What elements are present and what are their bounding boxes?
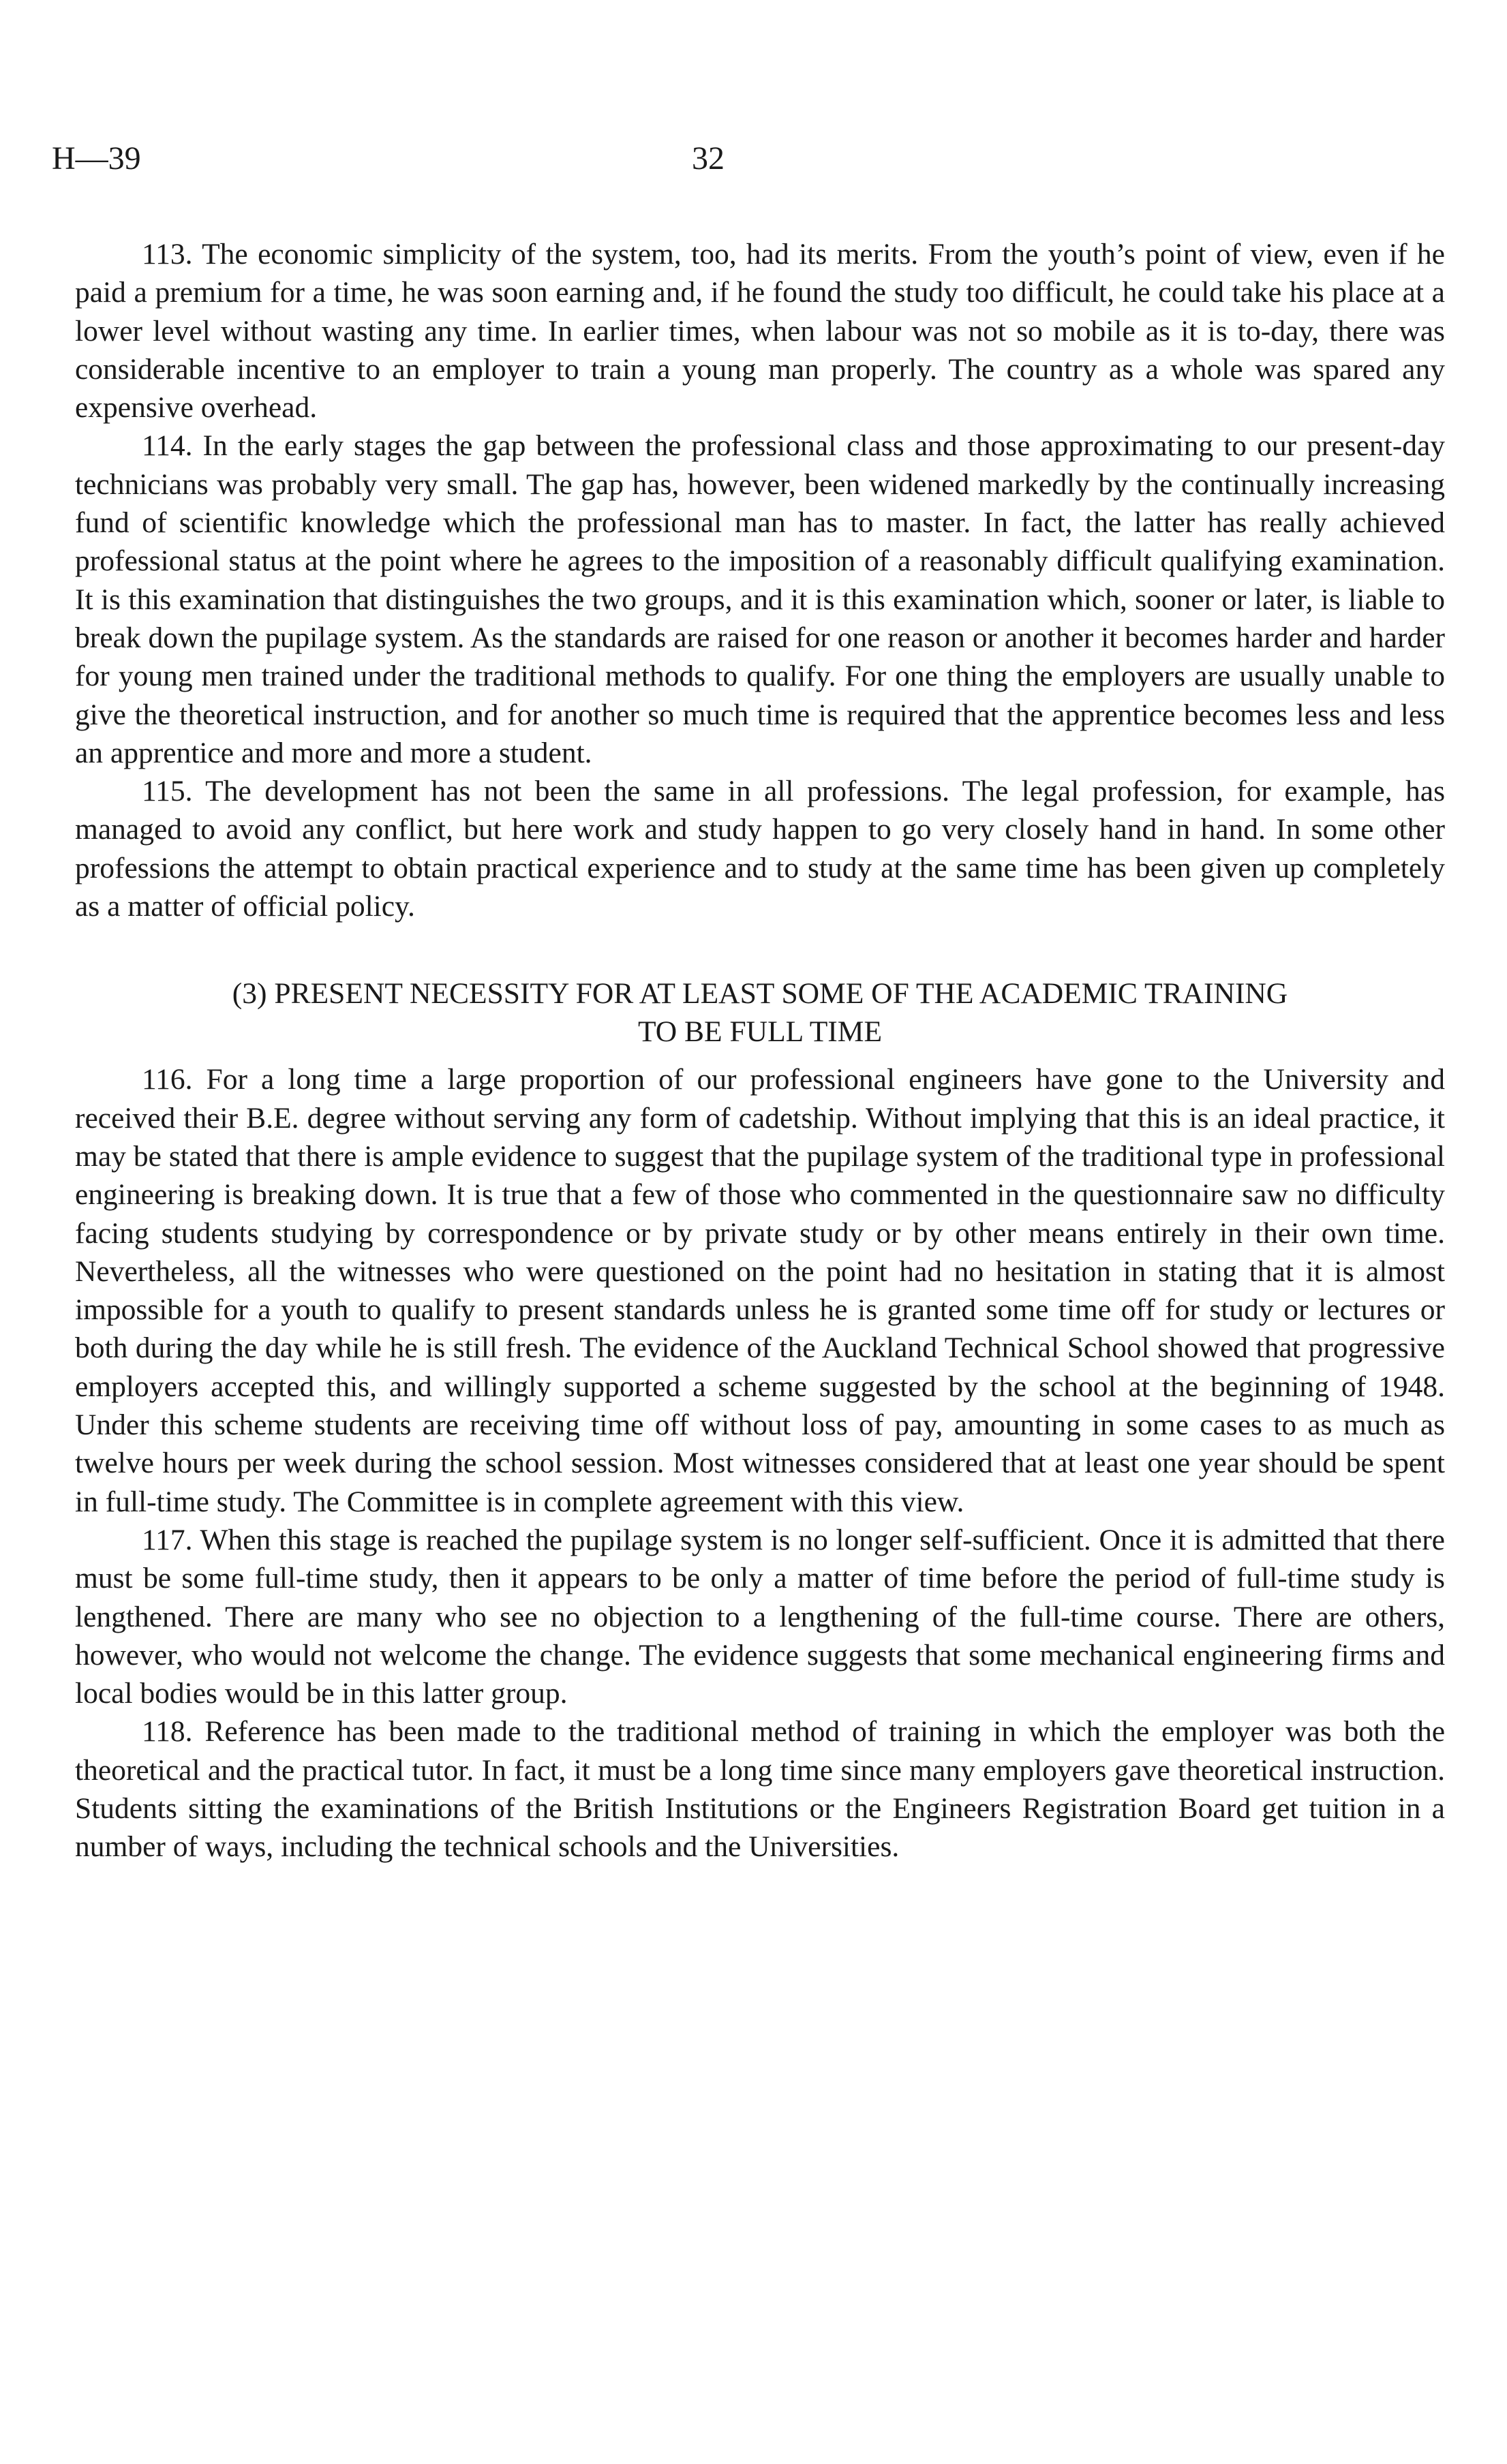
paragraph-118: 118. Reference has been made to the traditional method of training in which the employer was both the theoretical and the practical tutor. In fact, it must be a long time since many employers gave theoretical instruction. Students sitting the examinations of the British Institutions or the Engineers Registration Board get tuition in a number of ways, including the technical schools and the Universities. (75, 1715, 1445, 1864)
section-heading-line-1: (3) PRESENT NECESSITY FOR AT LEAST SOME OF THE ACADEMIC TRAINING (232, 977, 1288, 1011)
paragraph-115: 115. The development has not been the same in all professions. The legal profession, for example, has managed to avoid any conflict, but here work and study happen to go very closely hand in hand. In some other professions the attempt to obtain practical experience and to study at the same time has been given up completely as a matter of official policy. (75, 775, 1445, 923)
body-text (75, 235, 1445, 1866)
document-reference: H—39 (52, 140, 141, 176)
section-heading-line-2: TO BE FULL TIME (637, 1015, 883, 1049)
section-heading (75, 974, 1445, 1051)
paragraph-116: 116. For a long time a large proportion of our professional engineers have gone to the University and received their B.E. degree without serving any form of cadetship. Without implying that this is an ideal practice, it may be stated that there is ample evidence to suggest that the pupilage system of the traditional type in professional engineering is breaking down. It is true that a few of those who commented in the questionnaire saw no difficulty facing students studying by correspondence or by private study or by other means entirely in their own time. Nevertheless, all the witnesses who were questioned on the point had no hesitation in stating that it is almost impossible for a youth to qualify to present standards unless he is granted some time off for study or lectures or both during the day while he is still fresh. The evidence of the Auckland Technical School showed that progressive employers accepted this, and willingly supported a scheme suggested by the school at the beginning of 1948. Under this scheme students are receiving time off without loss of pay, amounting in some cases to as much as twelve hours per week during the school session. Most witnesses considered that at least one year should be spent in full-time study. The Committee is in complete agreement with this view. (75, 1063, 1445, 1518)
paragraph-117: 117. When this stage is reached the pupilage system is no longer self-sufficient. Once it is admitted that there must be some full-time study, then it appears to be only a matter of time before the period of full-time study is lengthened. There are many who see no objection to a lengthening of the full-time course. There are others, however, who would not welcome the change. The evidence suggests that some mechanical engineering firms and local bodies would be in this latter group. (75, 1523, 1445, 1710)
paragraph-114: 114. In the early stages the gap between the professional class and those approximating to our present-day technicians was probably very small. The gap has, however, been widened markedly by the continually increasing fund of scientific knowledge which the professional man has to master. In fact, the latter has really achieved professional status at the point where he agrees to the imposition of a reasonably difficult qualifying examination. It is this examination that distinguishes the two groups, and it is this examination which, sooner or later, is liable to break down the pupilage system. As the standards are raised for one reason or another it becomes harder and harder for young men trained under the traditional methods to qualify. For one thing the employers are usually unable to give the theoretical instruction, and for another so much time is required that the apprentice becomes less and less an apprentice and more and more a student. (75, 429, 1445, 769)
paragraph-113: 113. The economic simplicity of the system, too, had its merits. From the youth’s point of view, even if he paid a premium for a time, he was soon earning and, if he found the study too difficult, he could take his place at a lower level without wasting any time. In earlier times, when labour was not so mobile as it is to-day, there was considerable incentive to an employer to train a young man properly. The country as a whole was spared any expensive overhead. (75, 238, 1445, 425)
page-header (0, 140, 1507, 181)
page-number: 32 (692, 140, 725, 176)
